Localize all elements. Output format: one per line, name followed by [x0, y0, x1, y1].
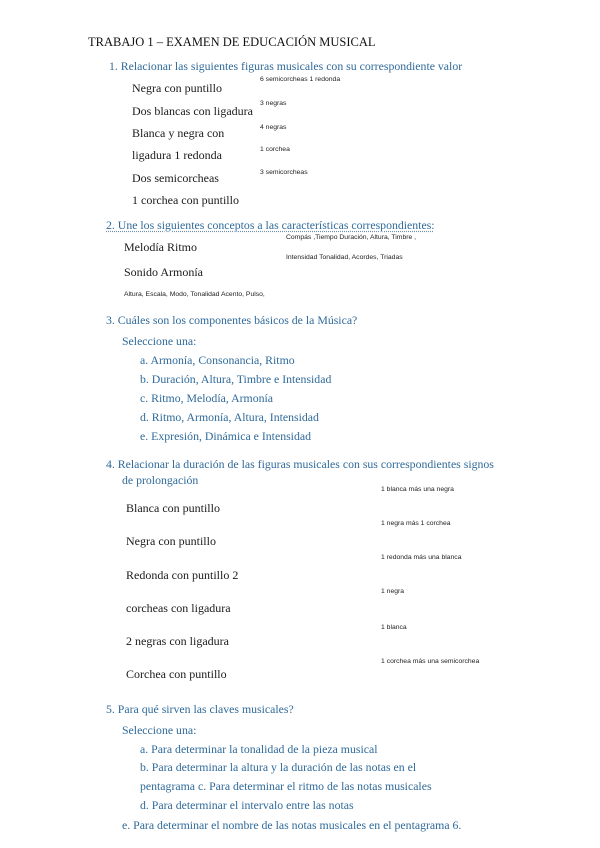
q4-left-item: 2 negras con ligadura — [126, 634, 229, 648]
q4-left-item: Negra con puntillo — [126, 534, 216, 548]
question-3: 3. Cuáles son los componentes básicos de la Música? — [106, 313, 358, 327]
q1-right-item: 3 negras — [260, 100, 287, 107]
q1-right-item: 3 semicorcheas — [260, 169, 308, 176]
q5-option-b-continued[interactable]: pentagrama c. Para determinar el ritmo de las notas musicales — [140, 779, 432, 793]
question-1: 1. Relacionar las siguientes figuras musicales con su correspondiente valor — [109, 59, 463, 73]
q4-right-item: 1 corchea más una semicorchea — [381, 658, 480, 665]
q1-left-item: Dos semicorcheas — [132, 171, 219, 185]
q3-option-e[interactable]: e. Expresión, Dinámica e Intensidad — [140, 429, 311, 443]
q2-left-item: Melodía Ritmo — [124, 240, 197, 254]
q5-option-b[interactable]: b. Para determinar la altura y la duración de las notas en el — [140, 760, 417, 774]
question-4-line-2: de prolongación — [122, 473, 199, 487]
q2-bottom-item: Altura, Escala, Modo, Tonalidad Acento, Pulso, — [124, 291, 265, 298]
question-2: 2. Une los siguientes conceptos a las características correspondientes: — [106, 218, 435, 232]
q2-right-item: Intensidad Tonalidad, Acordes, Triadas — [286, 254, 403, 261]
q1-left-item: Blanca y negra con — [132, 126, 225, 140]
q3-option-b[interactable]: b. Duración, Altura, Timbre e Intensidad — [140, 372, 332, 386]
q5-option-d[interactable]: d. Para determinar el intervalo entre las notas — [140, 798, 354, 812]
q5-option-e[interactable]: e. Para determinar el nombre de las notas musicales en el pentagrama 6. — [122, 818, 462, 832]
q5-prompt: Seleccione una: — [122, 723, 197, 737]
q2-right-item: Compás ,Tiempo Duración, Altura, Timbre , — [286, 234, 417, 241]
q1-right-item: 1 corchea — [260, 146, 290, 153]
q4-right-item: 1 blanca más una negra — [381, 486, 454, 493]
q4-left-item: Corchea con puntillo — [126, 667, 227, 681]
q4-right-item: 1 redonda más una blanca — [381, 554, 462, 561]
question-4-line-1: 4. Relacionar la duración de las figuras musicales con sus correspondientes signos — [106, 457, 494, 471]
q1-left-item: ligadura 1 redonda — [132, 148, 222, 162]
question-5: 5. Para qué sirven las claves musicales? — [106, 702, 294, 716]
q3-prompt: Seleccione una: — [122, 334, 197, 348]
q3-option-a[interactable]: a. Armonía, Consonancia, Ritmo — [140, 353, 295, 367]
q1-right-item: 6 semicorcheas 1 redonda — [260, 76, 341, 83]
q4-right-item: 1 negra — [381, 588, 405, 595]
q2-left-item: Sonido Armonía — [124, 265, 204, 279]
q3-option-c[interactable]: c. Ritmo, Melodía, Armonía — [140, 391, 274, 405]
q4-left-item: Blanca con puntillo — [126, 501, 220, 515]
q4-right-item: 1 negra más 1 corchea — [381, 520, 451, 527]
q5-option-a[interactable]: a. Para determinar la tonalidad de la pieza musical — [140, 742, 378, 756]
q1-right-item: 4 negras — [260, 124, 287, 131]
q1-left-item: Negra con puntillo — [132, 81, 222, 95]
q3-option-d[interactable]: d. Ritmo, Armonía, Altura, Intensidad — [140, 410, 319, 424]
q1-left-item: 1 corchea con puntillo — [132, 193, 239, 207]
document-title: TRABAJO 1 – EXAMEN DE EDUCACIÓN MUSICAL — [88, 35, 376, 49]
q4-left-item: corcheas con ligadura — [126, 601, 231, 615]
q1-left-item: Dos blancas con ligadura — [132, 104, 253, 118]
q4-left-item: Redonda con puntillo 2 — [126, 568, 239, 582]
q4-right-item: 1 blanca — [381, 624, 407, 631]
